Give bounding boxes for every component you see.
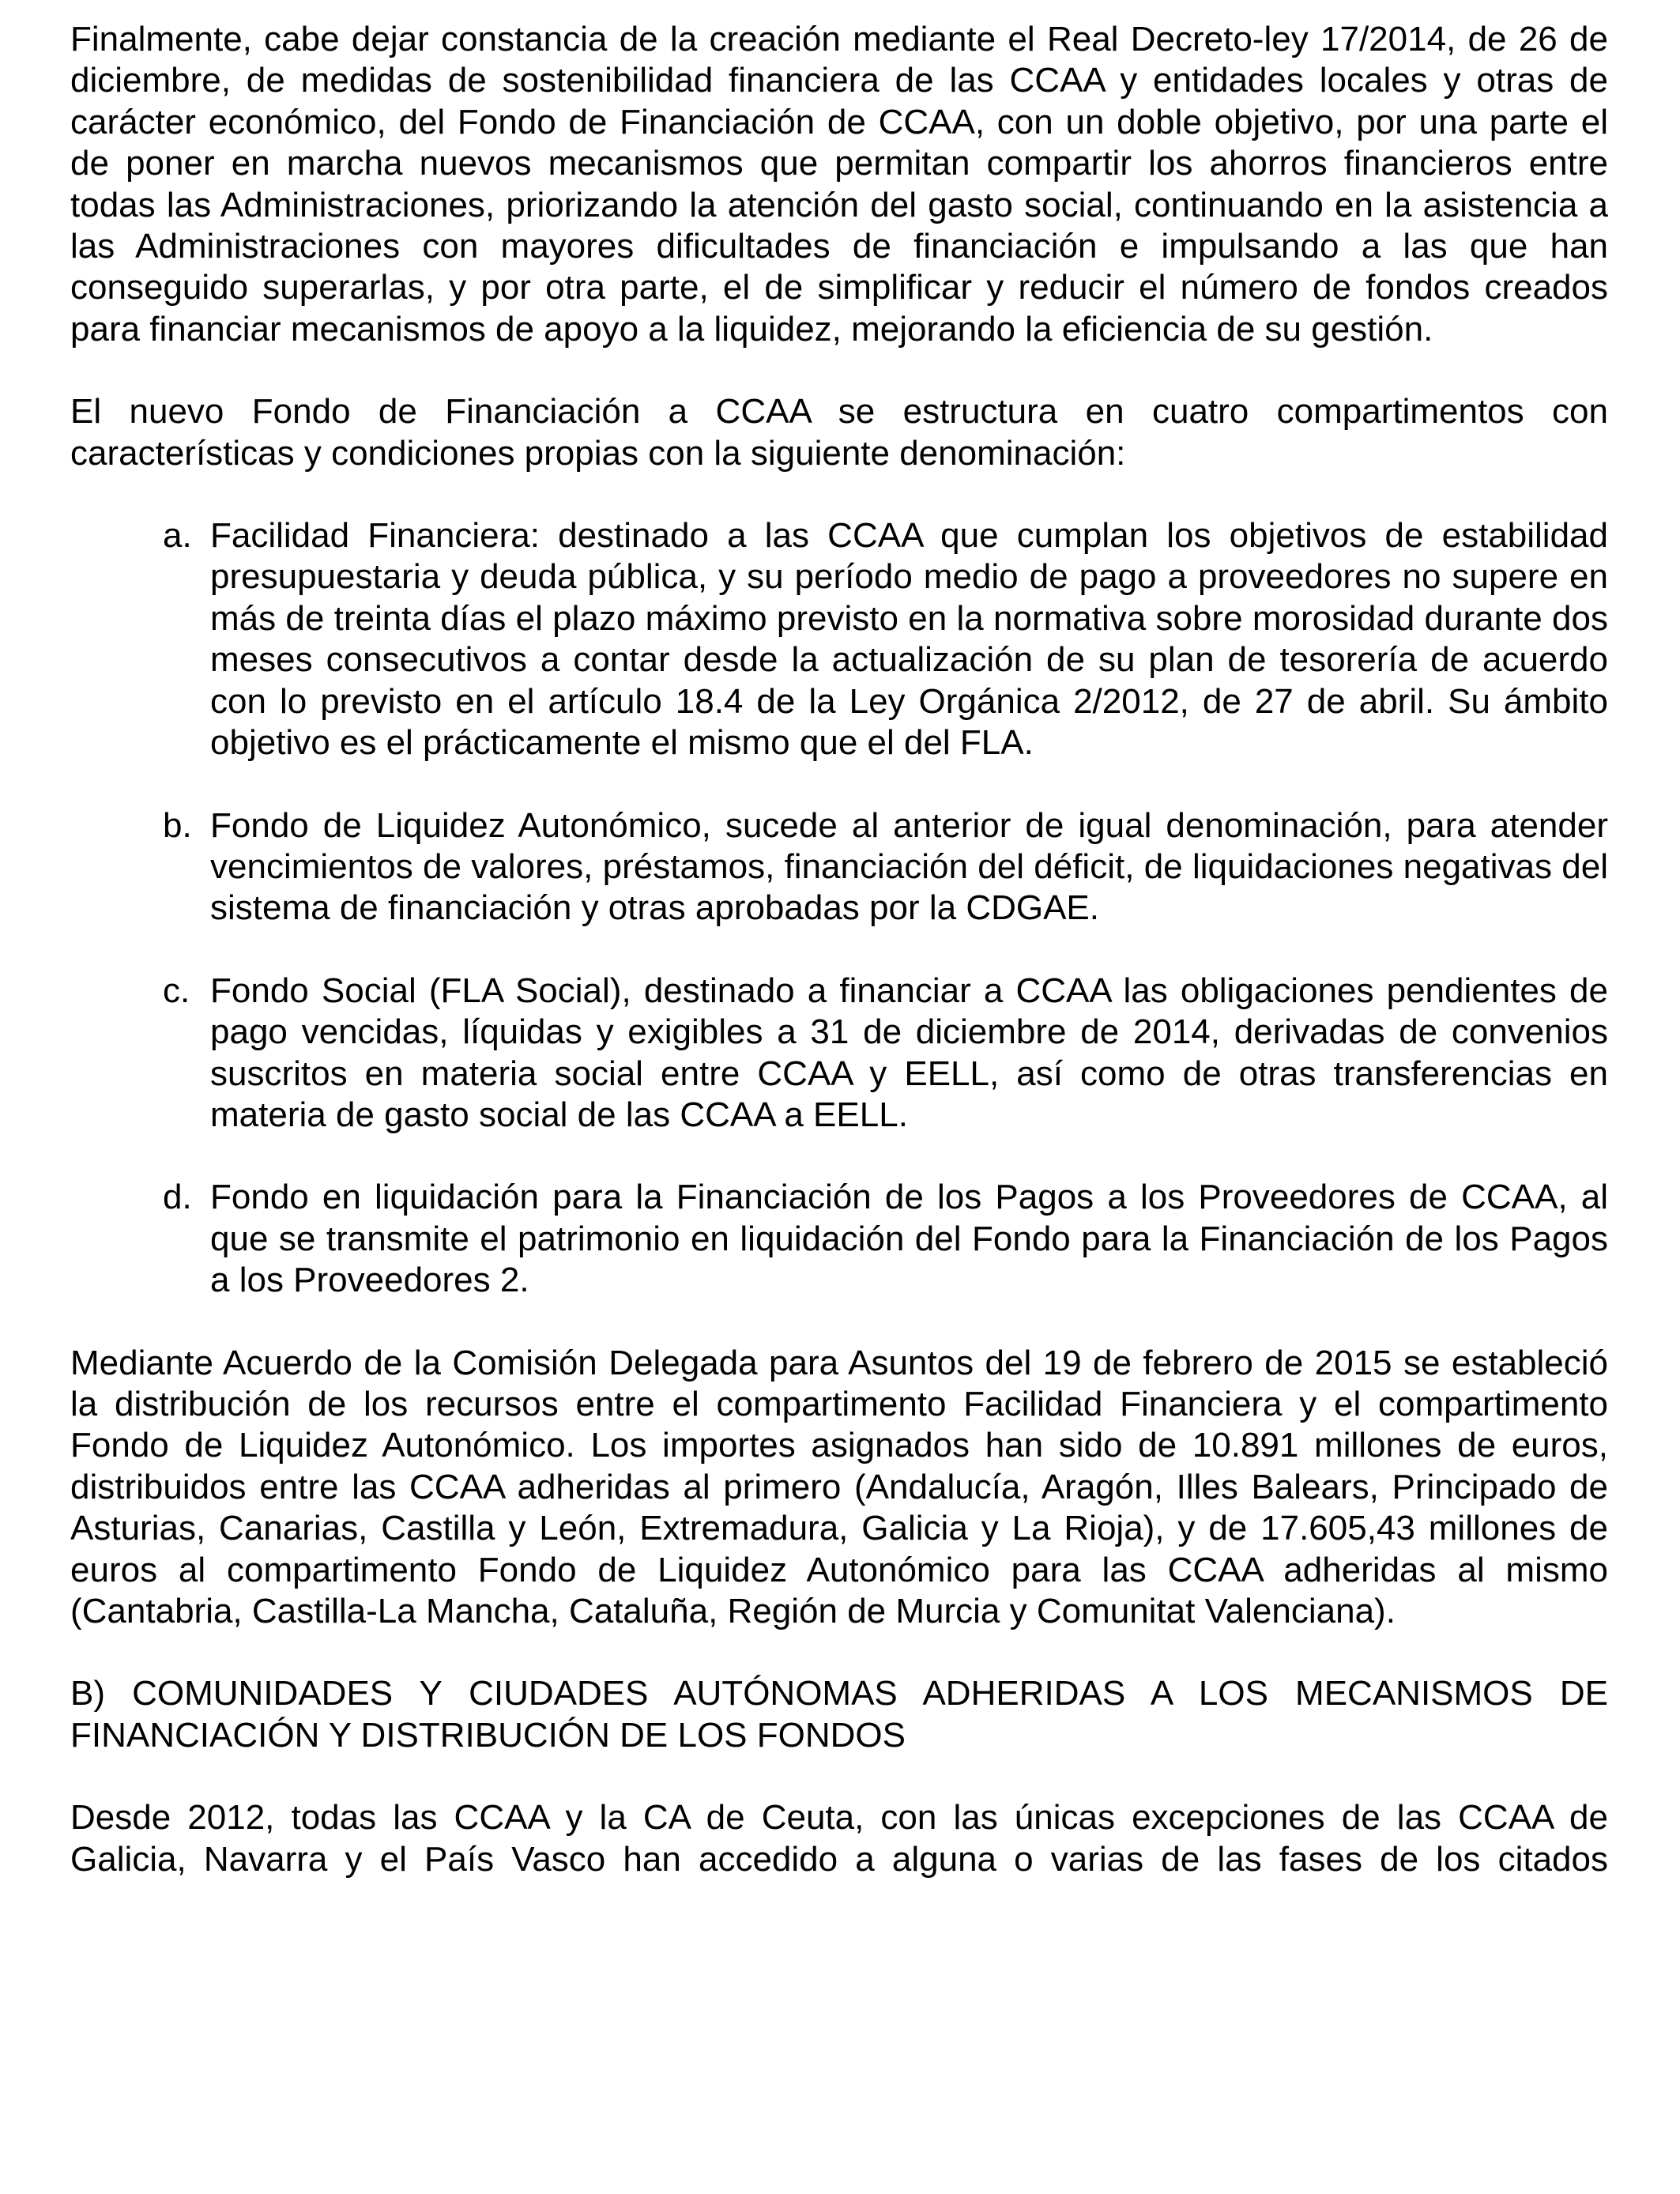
list-item-text: Fondo de Liquidez Autonómico, sucede al anterior de igual denominación, para atender vencimientos de valores, préstamos, financiación del déficit, de liquidaciones negativas del sistema de financiación y otras aprobadas por la CDGAE. — [210, 805, 1608, 928]
list-item-text: Facilidad Financiera: destinado a las CCAA que cumplan los objetivos de estabilidad presupuestaria y deuda pública, y su período medio de pago a proveedores no supere en más de treinta días el plazo máximo previsto en la normativa sobre morosidad durante dos meses consecutivos a contar desde la actualización de su plan de tesorería de acuerdo con lo previsto en el artículo 18.4 de la Ley Orgánica 2/2012, de 27 de abril. Su ámbito objetivo es el prácticamente el mismo que el del FLA. — [210, 516, 1608, 763]
compartimentos-list — [70, 515, 1608, 1302]
paragraph-desde-2012: Desde 2012, todas las CCAA y la CA de Ceuta, con las únicas excepciones de las CCAA de Galicia, Navarra y el País Vasco han accedido a alguna o varias de las fases de los citados — [70, 1798, 1608, 1879]
list-marker: a. — [163, 516, 192, 556]
list-marker: b. — [163, 805, 192, 845]
paragraph-acuerdo-distribucion: Mediante Acuerdo de la Comisión Delegada para Asuntos del 19 de febrero de 2015 se estableció la distribución de los recursos entre el compartimento Facilidad Financiera y el compartimento Fondo de Liquidez Autonómico. Los importes asignados han sido de 10.891 millones de euros, distribuidos entre las CCAA adheridas al primero (Andalucía, Aragón, Illes Balears, Principado de Asturias, Canarias, Castilla y León, Extremadura, Galicia y La Rioja), y de 17.605,43 millones de euros al compartimento Fondo de Liquidez Autonómico para las CCAA adheridas al mismo (Cantabria, Castilla-La Mancha, Cataluña, Región de Murcia y Comunitat Valenciana). — [70, 1343, 1608, 1630]
list-item-text: Fondo Social (FLA Social), destinado a financiar a CCAA las obligaciones pendientes de pago vencidas, líquidas y exigibles a 31 de diciembre de 2014, derivadas de convenios suscritos en materia social entre CCAA y EELL, así como de otras transferencias en materia de gasto social de las CCAA a EELL. — [210, 971, 1608, 1134]
list-item-text: Fondo en liquidación para la Financiación de los Pagos a los Proveedores de CCAA, al que se transmite el patrimonio en liquidación del Fondo para la Financiación de los Pagos a los Proveedores 2. — [210, 1178, 1608, 1300]
list-item — [70, 971, 1608, 1137]
paragraph-fondo-financiacion-intro: Finalmente, cabe dejar constancia de la creación mediante el Real Decreto-ley 17/2014, de 26 de diciembre, de medidas de sostenibilidad financiera de las CCAA y entidades locales y otras de carácter económico, del Fondo de Financiación de CCAA, con un doble objetivo, por una parte el de poner en marcha nuevos mecanismos que permitan compartir los ahorros financieros entre todas las Administraciones, priorizando la atención del gasto social, continuando en la asistencia a las Administraciones con mayores dificultades de financiación e impulsando a las que han conseguido superarlas, y por otra parte, el de simplificar y reducir el número de fondos creados para financiar mecanismos de apoyo a la liquidez, mejorando la eficiencia de su gestión. — [70, 20, 1608, 349]
paragraph-compartimentos-intro: El nuevo Fondo de Financiación a CCAA se estructura en cuatro compartimentos con características y condiciones propias con la siguiente denominación: — [70, 392, 1608, 473]
list-item — [70, 515, 1608, 763]
section-heading: B) COMUNIDADES Y CIUDADES AUTÓNOMAS ADHERIDAS A LOS MECANISMOS DE FINANCIACIÓN Y DISTRIBUCIÓN DE LOS FONDOS — [70, 1674, 1608, 1755]
list-marker: d. — [163, 1178, 192, 1217]
list-item — [70, 1177, 1608, 1301]
document-body — [70, 19, 1608, 1880]
list-item — [70, 805, 1608, 929]
list-marker: c. — [163, 971, 190, 1010]
